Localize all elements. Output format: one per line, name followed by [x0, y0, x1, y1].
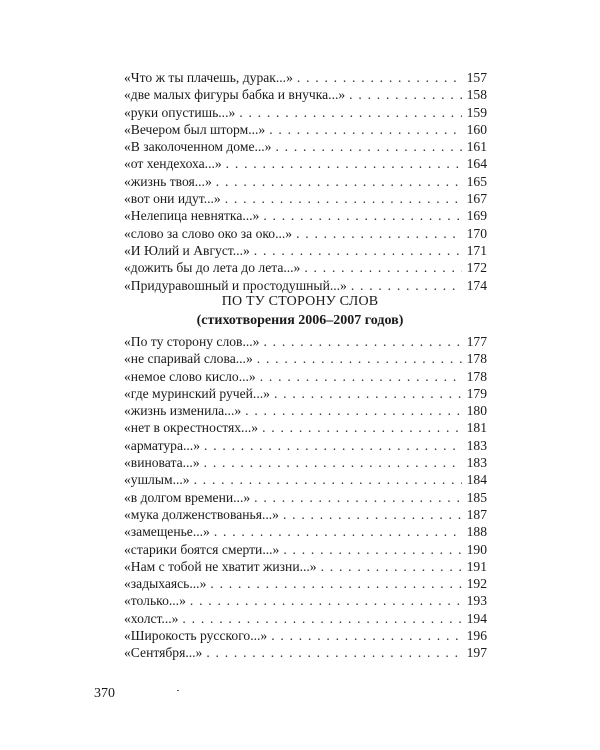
dot-leader	[226, 155, 462, 172]
toc-entry-title: «Нелепица невнятка...»	[124, 208, 260, 224]
toc-entry-title: «холст...»	[124, 610, 179, 626]
toc-entry-page: 188	[466, 524, 487, 540]
toc-entry	[124, 173, 487, 190]
toc-entry-page: 167	[466, 191, 487, 207]
toc-entry-title: «мука долженствованья...»	[124, 506, 279, 522]
toc-entry	[124, 155, 487, 172]
section-subtitle: (стихотворения 2006–2007 годов)	[196, 313, 404, 328]
toc-entry-page: 161	[466, 139, 487, 155]
toc-entry-title: «задыхаясь...»	[124, 576, 207, 592]
toc-entry-page: 197	[466, 645, 487, 661]
dot-leader	[225, 190, 462, 207]
toc-entry-page: 178	[466, 351, 487, 367]
toc-entry-title: «дожить бы до лета до лета...»	[124, 260, 301, 276]
dot-leader	[190, 592, 462, 609]
toc-entry-page: 172	[466, 260, 487, 276]
dot-leader	[262, 419, 462, 436]
dot-leader	[254, 242, 462, 259]
toc-entry-page: 177	[466, 334, 487, 349]
toc-entry	[124, 259, 487, 276]
dot-leader	[210, 575, 462, 592]
dot-leader	[296, 225, 462, 242]
toc-entry-title: «В заколоченном доме...»	[124, 139, 272, 155]
toc-entry-page: 185	[466, 489, 487, 505]
toc-entry	[124, 541, 487, 558]
dot-leader	[274, 385, 462, 402]
toc-entry-page: 184	[466, 472, 487, 488]
toc-entry	[124, 592, 487, 609]
dot-leader	[269, 121, 462, 138]
dot-leader	[263, 333, 462, 350]
dot-leader	[204, 454, 462, 471]
toc-entry-title: «вот они идут...»	[124, 191, 221, 207]
toc-entry	[124, 523, 487, 540]
toc-entry-title: «виновата...»	[124, 455, 200, 471]
toc-entry-page: 180	[466, 403, 487, 419]
dot-leader	[216, 173, 462, 190]
toc-entry	[124, 627, 487, 644]
toc-entry-page: 170	[466, 225, 487, 241]
toc-entry	[124, 558, 487, 575]
toc-list-second	[124, 333, 487, 662]
toc-entry-page: 183	[466, 437, 487, 453]
dot-leader	[239, 104, 462, 121]
toc-entry-title: «в долгом времени...»	[124, 489, 251, 505]
toc-entry	[124, 610, 487, 627]
toc-entry	[124, 575, 487, 592]
toc-entry	[124, 419, 487, 436]
toc-entry	[124, 489, 487, 506]
toc-entry	[124, 69, 487, 86]
toc-entry-title: «арматура...»	[124, 437, 200, 453]
toc-entry	[124, 350, 487, 367]
toc-entry-title: «ушлым...»	[124, 472, 190, 488]
dot-leader	[304, 259, 462, 276]
print-speck	[177, 690, 179, 691]
toc-entry	[124, 368, 487, 385]
toc-entry-page: 160	[466, 121, 487, 137]
dot-leader	[263, 207, 462, 224]
toc-entry-title: «жизнь изменила...»	[124, 403, 242, 419]
toc-entry-title: «две малых фигуры бабка и внучка...»	[124, 87, 346, 103]
toc-entry	[124, 138, 487, 155]
toc-entry	[124, 454, 487, 471]
toc-entry-title: «от хендехоха...»	[124, 156, 222, 172]
toc-entry-title: «старики боятся смерти...»	[124, 541, 280, 557]
dot-leader	[214, 523, 462, 540]
toc-entry	[124, 190, 487, 207]
toc-entry-title: «не спаривай слова...»	[124, 351, 253, 367]
toc-entry	[124, 121, 487, 138]
dot-leader	[283, 506, 462, 523]
toc-entry-page: 190	[466, 541, 487, 557]
dot-leader	[349, 86, 462, 103]
toc-entry-title: «Что ж ты плачешь, дурак...»	[124, 70, 293, 85]
toc-entry	[124, 471, 487, 488]
toc-entry	[124, 242, 487, 259]
toc-entry	[124, 104, 487, 121]
toc-entry-page: 178	[466, 368, 487, 384]
toc-list-first	[124, 69, 487, 294]
toc-entry-page: 183	[466, 455, 487, 471]
toc-entry-page: 171	[466, 242, 487, 258]
toc-entry	[124, 333, 487, 350]
dot-leader	[182, 610, 462, 627]
dot-leader	[275, 138, 462, 155]
toc-entry	[124, 437, 487, 454]
toc-entry	[124, 225, 487, 242]
toc-entry-title: «Широкость русского...»	[124, 628, 268, 644]
dot-leader	[257, 350, 462, 367]
toc-entry-page: 194	[466, 610, 487, 626]
toc-entry-title: «только...»	[124, 593, 186, 609]
toc-entry-title: «жизнь твоя...»	[124, 173, 212, 189]
dot-leader	[283, 541, 462, 558]
toc-entry-title: «где муринский ручей...»	[124, 385, 270, 401]
toc-entry-page: 165	[466, 173, 487, 189]
toc-entry-page: 193	[466, 593, 487, 609]
dot-leader	[254, 489, 462, 506]
page-number: 370	[94, 686, 115, 701]
toc-entry-title: «Придуравошный и простодушный...»	[124, 277, 347, 293]
toc-entry	[124, 402, 487, 419]
toc-entry-page: 181	[466, 420, 487, 436]
dot-leader	[204, 437, 462, 454]
toc-entry	[124, 86, 487, 103]
toc-entry-page: 158	[466, 87, 487, 103]
toc-entry-title: «Вечером был шторм...»	[124, 121, 266, 137]
toc-entry-title: «слово за слово око за око...»	[124, 225, 293, 241]
toc-entry-title: «замещенье...»	[124, 524, 210, 540]
dot-leader	[206, 644, 462, 661]
section-title: ПО ТУ СТОРОНУ СЛОВ	[221, 294, 379, 309]
toc-entry-page: 169	[466, 208, 487, 224]
toc-entry	[124, 277, 487, 294]
toc-entry-title: «руки опустишь...»	[124, 104, 236, 120]
toc-entry-page: 191	[466, 558, 487, 574]
toc-entry-page: 159	[466, 104, 487, 120]
toc-entry-page: 187	[466, 506, 487, 522]
toc-entry-page: 164	[466, 156, 487, 172]
toc-entry-title: «немое слово кисло...»	[124, 368, 256, 384]
toc-entry	[124, 385, 487, 402]
dot-leader	[297, 69, 462, 86]
toc-entry-page: 179	[466, 385, 487, 401]
dot-leader	[260, 368, 462, 385]
toc-entry-page: 174	[466, 277, 487, 293]
toc-entry	[124, 207, 487, 224]
toc-entry-title: «Нам с тобой не хватит жизни...»	[124, 558, 317, 574]
dot-leader	[194, 471, 462, 488]
dot-leader	[245, 402, 462, 419]
toc-entry	[124, 506, 487, 523]
dot-leader	[321, 558, 462, 575]
toc-entry-title: «нет в окрестностях...»	[124, 420, 259, 436]
toc-entry-title: «И Юлий и Август...»	[124, 242, 250, 258]
toc-entry-page: 157	[466, 70, 487, 85]
toc-entry	[124, 644, 487, 661]
toc-entry-title: «По ту сторону слов...»	[124, 334, 260, 349]
dot-leader	[271, 627, 462, 644]
toc-entry-page: 196	[466, 628, 487, 644]
toc-entry-page: 192	[466, 576, 487, 592]
dot-leader	[351, 277, 462, 294]
toc-entry-title: «Сентября...»	[124, 645, 203, 661]
